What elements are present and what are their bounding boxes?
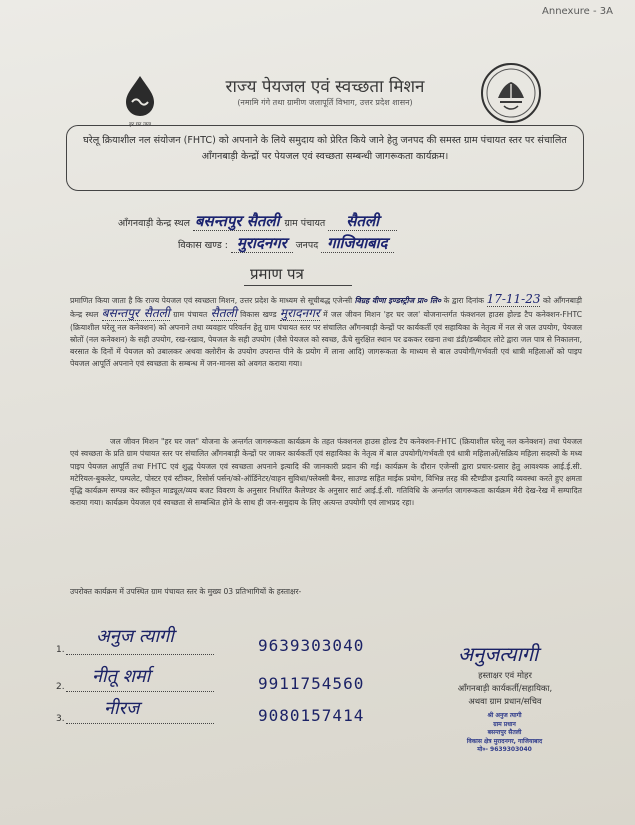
anganwadi-line bbox=[118, 211, 397, 231]
official-stamp bbox=[437, 712, 572, 770]
signatory-signature: अनुजत्यागी bbox=[458, 642, 539, 666]
up-emblem-icon bbox=[480, 62, 542, 124]
signatory-line-1: हस्ताक्षर एवं मोहर bbox=[478, 670, 532, 680]
participant-2-line bbox=[66, 691, 214, 692]
panchayat-value: सैतली bbox=[328, 212, 397, 231]
signatory-line-2: आँगनबाड़ी कार्यकर्ती/सहायिका, bbox=[457, 683, 553, 693]
paragraph-2: जल जीवन मिशन "हर घर जल" योजना के अन्तर्गत जागरूकता कार्यक्रम के तहत फंक्शनल हाउस होल्ड टैप कनेक्शन-FHTC (क्रियाशील घरेलू नल कनेक्शन) तथा पेयजल एवं स्वच्छता के प्रति ग्राम पंचायत स्तर पर संचालित आँगनबाड़ी केन्द्रों पर जाकर कार्यकर्ती एवं सहायिका के नेतृत्व में बाल उपयोगी/गर्भवती एवं धात्री महिलाओं/सक्रिय महिला सदस्यों के मध्य पाइप पेयजल आपूर्ति तथा FHTC एवं शुद्ध पेयजल एवं स्वच्छता अपनाने इत्यादि की जानकारी प्रदान की गई। कार्यक्रम के दौरान एजेन्सी द्वारा प्रचार-प्रसार हेतु आवश्यक आई.ई.सी. मटेरियल-बुकलेट, पम्पलेट, पोस्टर एवं स्टीकर, रिसोर्स पर्सन/को-ऑर्डिनेटर/वाहन सुविधा/फ्लेक्सी बैनर, साउण्ड सहित माईक प्रयोग, विभिन्न तरह की स्टैण्डीज इत्यादि व्यवस्था करते हुए क्षमता वृद्धि कार्यक्रम सम्पन्न कर स्वीकृत माड्यूल/व्यय बजट विवरण के अनुसार निर्धारित कैलेण्डर के अनुसार सार्ट आई.ई.सी. गतिविधि के अन्तर्गत जागरूकता कार्यक्रम मेरी देख-रेख में सम्पादित कराया गया। कार्यक्रम पेयजल एवं स्वच्छता से सम्बन्धित होने के साथ ही जन-समुदाय के लिए अत्यन्त उपयोगी एवं लाभप्रद रहा। bbox=[70, 437, 582, 508]
paragraph-1: प्रमाणित किया जाता है कि राज्य पेयजल एवं स्वच्छता मिशन, उत्तर प्रदेश के माध्यम से सूचीबद्ध एजेन्सी विग्रह वीणा इण्डस्ट्रीज प्रा० लि० के द्वारा दिनांक 17-11-23 को आँगनबाड़ी केन्द्र स्थल बसन्तपुर सैतली ग्राम पंचायत सैतली विकास खण्ड मुरादनगर में जल जीवन मिशन 'हर घर जल' योजनान्तर्गत फंक्शनल हाउस होल्ड टैप कनेक्शन-FHTC (क्रियाशील घरेलू नल कनेक्शन) को अपनाने तथा व्यवहार परिवर्तन हेतु ग्राम पंचायत स्तर पर संचालित आँगनबाड़ी केन्द्रों पर कार्यकर्ती एवं सहायिका के नेतृत्व में नल से जल उपयोग, पेयजल स्रोतों (नल कनेक्शन) के सही उपयोग, रख-रखाव, पेयजल के सही उपयोग (जैसे पेयजल को स्वच्छ, ऊँचे सुरक्षित स्थान पर ढककर रखना तथा डंडी/डब्बीदार लोटे द्वारा जल पात्र से निकालना, बरसात के दिनों में पेयजल को उबालकर अथवा क्लोरीन के उपयोग उपरान्त पीने के प्रयोग में लाना आदि) जागरूकता के माध्यम से बाल उपयोगी/गर्भवती एवं धात्री महिलाओं को पाइप पेयजल आपूर्ति अपनाने एवं स्वच्छता के सम्बन्ध में जन-मानस को अवगत कराया गया। bbox=[70, 292, 582, 369]
participant-3-signature: नीरज bbox=[104, 698, 140, 719]
block-line bbox=[178, 233, 394, 253]
org-title: राज्य पेयजल एवं स्वच्छता मिशन bbox=[225, 77, 425, 97]
program-date: 17-11-23 bbox=[486, 292, 541, 306]
panchayat-inline: सैतली bbox=[210, 306, 237, 321]
block-inline: मुरादनगर bbox=[279, 306, 320, 321]
participants-intro: उपरोक्त कार्यक्रम में उपस्थित ग्राम पंचायत स्तर के मुख्य 03 प्रतिभागियों के हस्ताक्षर- bbox=[70, 587, 302, 596]
district-value: गाजियाबाद bbox=[321, 234, 393, 253]
participant-2-signature: नीतू शर्मा bbox=[92, 666, 151, 687]
stamp-line-1: श्री अनुज त्यागी bbox=[487, 712, 522, 719]
agency-name: विग्रह वीणा इण्डस्ट्रीज प्रा० लि० bbox=[354, 296, 442, 305]
program-banner: घरेलू क्रियाशील नल संयोजन (FHTC) को अपनाने के लिये समुदाय को प्रेरित किये जाने हेतु जनपद की समस्त ग्राम पंचायत स्तर पर संचालित आँगनबाड़ी केन्द्रों पर पेयजल एवं स्वच्छता सम्बन्धी जागरूकता कार्यक्रम। bbox=[66, 125, 584, 191]
stamp-line-5: मो०- 9639303040 bbox=[477, 746, 532, 753]
stamp-line-3: बसन्तपुर सैतली bbox=[487, 729, 522, 736]
stamp-line-2: ग्राम प्रधान bbox=[493, 720, 516, 728]
org-subtitle: (नमामि गंगे तथा ग्रामीण जलापूर्ति विभाग, उत्तर प्रदेश शासन) bbox=[237, 98, 413, 107]
certificate-title: प्रमाण पत्र bbox=[250, 265, 304, 283]
centre-value: बसन्तपुर सैतली bbox=[101, 306, 170, 321]
participant-1-index: 1. bbox=[56, 645, 65, 655]
participant-1-signature: अनुज त्यागी bbox=[96, 626, 174, 647]
anganwadi-value: बसन्तपुर सैतली bbox=[194, 212, 280, 230]
participant-1-phone: 9639303040 bbox=[258, 636, 365, 655]
panchayat-label: ग्राम पंचायत bbox=[284, 218, 326, 229]
participant-1-line bbox=[66, 654, 214, 655]
participant-2-index: 2. bbox=[56, 682, 65, 692]
water-drop-logo-icon bbox=[118, 72, 162, 132]
participant-3-phone: 9080157414 bbox=[258, 706, 365, 725]
participant-2-phone: 9911754560 bbox=[258, 674, 365, 693]
participant-3-line bbox=[66, 723, 214, 724]
logo-left-text: हर घर जल bbox=[129, 122, 151, 128]
anganwadi-label: आँगनवाड़ी केन्द्र स्थल bbox=[118, 218, 190, 229]
block-label: विकास खण्ड : bbox=[178, 240, 228, 251]
participant-3-index: 3. bbox=[56, 714, 65, 724]
signatory-line-3: अथवा ग्राम प्रधान/सचिव bbox=[468, 696, 542, 706]
district-label: जनपद bbox=[295, 240, 319, 251]
stamp-line-4: विकास क्षेत्र मुरादनगर, गाजियाबाद bbox=[466, 737, 543, 745]
title-underline bbox=[244, 285, 352, 286]
annexure-label: Annexure - 3A bbox=[542, 6, 613, 17]
block-value: मुरादनगर bbox=[231, 234, 293, 253]
